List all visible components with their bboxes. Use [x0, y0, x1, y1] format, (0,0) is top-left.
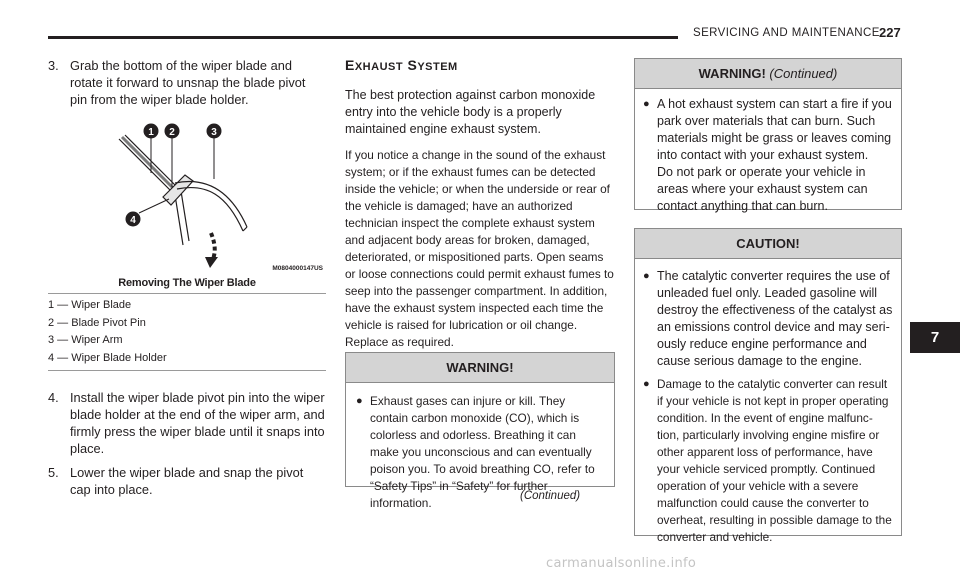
- step-number: 3.: [48, 58, 59, 73]
- bullet-icon: ●: [643, 98, 650, 110]
- warning-continued-title: WARNING! (Continued): [635, 59, 901, 89]
- caution-bullet: ● Damage to the catalytic converter can result if your vehicle is not kept in proper operating condition. In the event of engine malfunc-tion, particularly involving engine misfire or other apparent loss of performance, have your vehicle serviced promptly. Continued operation of your vehicle with a severe malfunction could cause the converter to overheat, resulting in possible damage to the converter and vehicle.: [643, 377, 892, 544]
- warning-bullet: ● Exhaust gases can injure or kill. They contain carbon monoxide (CO), which is colorless and odorless. Breathing it can make you unconscious and can eventually poison you. To avoid breathing CO, refer to “Safety Tips” in “Safety” for further information.: [356, 394, 595, 510]
- legend-item: 4 — Wiper Blade Holder: [48, 351, 167, 364]
- bullet-icon: ●: [643, 378, 650, 390]
- header-rule: [48, 36, 678, 39]
- column-left-top: [48, 57, 326, 108]
- legend-item: 1 — Wiper Blade: [48, 299, 132, 311]
- step-text: Lower the wiper blade and snap the pivot cap into place.: [70, 465, 304, 497]
- step-5: [48, 464, 326, 498]
- legend-item: 2 — Blade Pivot Pin: [48, 316, 146, 329]
- step-number: 5.: [48, 465, 59, 480]
- column-middle: [345, 57, 615, 351]
- callout-1: 1: [148, 127, 154, 138]
- chapter-tab[interactable]: 7: [910, 322, 960, 353]
- caution-title: CAUTION!: [635, 229, 901, 259]
- rotate-arrow-icon: [205, 257, 218, 268]
- exhaust-body: If you notice a change in the sound of the exhaust system; or if the exhaust fumes can be detected inside the vehicle; or when the underside or rear of the vehicle is damaged; have an authorized technician inspect the complete exhaust system and adjacent body areas for broken, damaged, deteriorated, or mispositioned parts. Open seams or loose connections could permit exhaust fumes to seep into the passenger compartment. In addition, have the exhaust system inspected each time the vehicle is raised for lubrication or oil change. Replace as required.: [345, 148, 614, 349]
- caution-bullet: ● The catalytic converter requires the use of unleaded fuel only. Leaded gasoline will destroy the effectiveness of the catalyst as an emissions control device and may seri-ously reduce engine performance and cause serious damage to the engine.: [643, 269, 893, 368]
- callout-4: 4: [130, 215, 136, 226]
- exhaust-intro: The best protection against carbon monoxide entry into the vehicle body is a properly maintained engine exhaust system.: [345, 88, 596, 136]
- legend-item: 3 — Wiper Arm: [48, 334, 123, 346]
- step-text: Install the wiper blade pivot pin into the wiper blade holder at the end of the wiper arm, and firmly press the wiper blade until it snaps into place.: [70, 390, 325, 456]
- section-header: SERVICING AND MAINTENANCE: [693, 27, 880, 39]
- warning-title: WARNING!: [346, 353, 614, 383]
- callout-2: 2: [169, 127, 175, 138]
- figure-legend: [48, 293, 326, 371]
- watermark: carmanualsonline.info: [546, 556, 697, 571]
- step-number: 4.: [48, 390, 59, 405]
- section-title-exhaust: EXHAUST SYSTEM: [345, 57, 458, 73]
- step-3: [48, 57, 326, 108]
- wiper-illustration: [115, 117, 330, 275]
- column-left-bottom: [48, 389, 326, 498]
- step-4: [48, 389, 326, 457]
- bullet-icon: ●: [356, 395, 363, 407]
- step-text: Grab the bottom of the wiper blade and rotate it forward to unsnap the blade pivot pin from the wiper blade holder.: [70, 58, 306, 107]
- warning-continued-box: [634, 58, 902, 213]
- bullet-icon: ●: [643, 270, 650, 282]
- warning-bullet: ● A hot exhaust system can start a fire if you park over materials that can burn. Such materials might be grass or leaves coming into contact with your exhaust system. Do not park or operate your vehicle in areas where your exhaust system can contact anything that can burn.: [643, 97, 892, 213]
- wiper-blade-figure: [115, 117, 330, 275]
- page-number: 227: [879, 25, 901, 40]
- figure-code: M0804000147US: [272, 265, 323, 272]
- continued-label: (Continued): [520, 490, 581, 502]
- callout-3: 3: [211, 127, 217, 138]
- figure-caption: Removing The Wiper Blade: [118, 277, 256, 289]
- caution-box: [634, 228, 902, 544]
